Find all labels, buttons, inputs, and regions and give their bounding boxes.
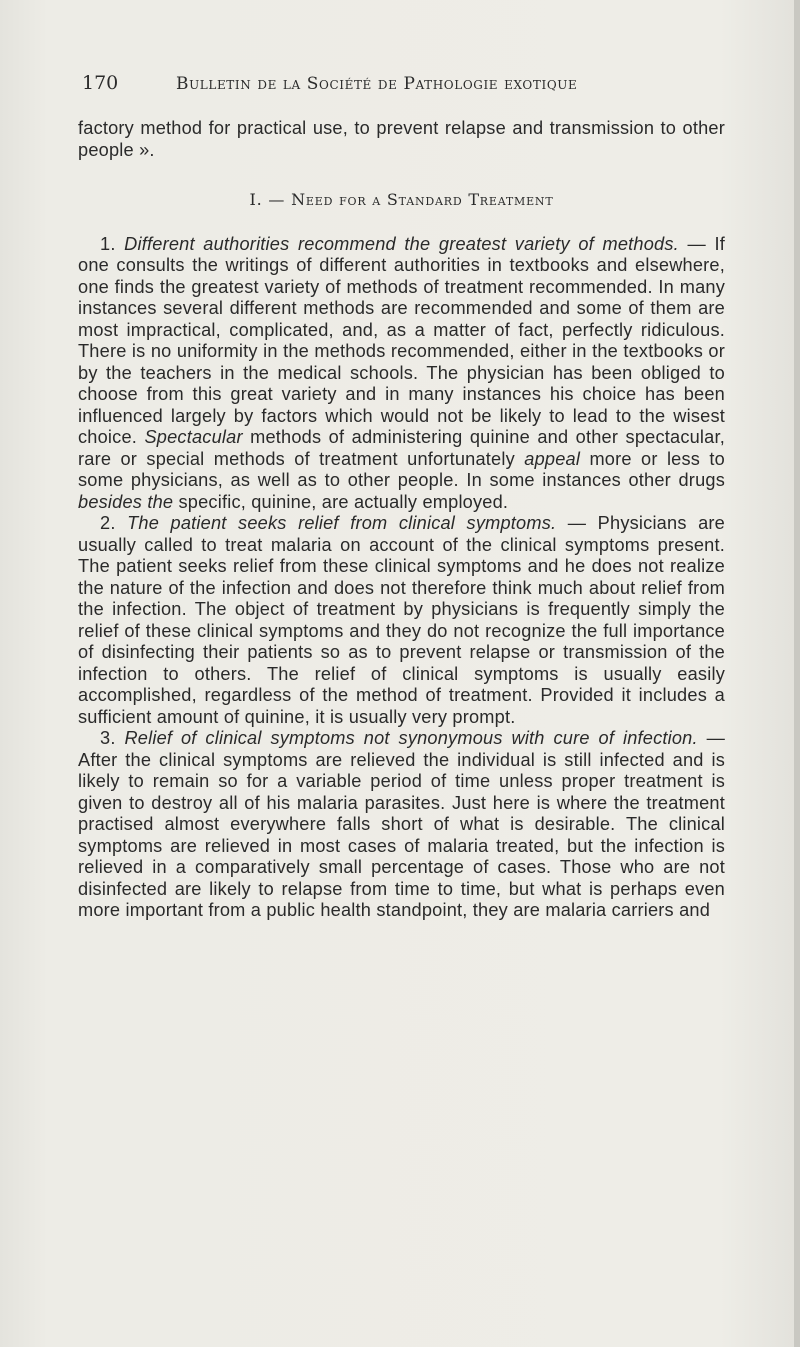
paragraph-1-title: Different authorities recommend the greatest variety of methods. <box>124 233 679 254</box>
paragraph-1-text-d: specific, quinine, are actually employed. <box>173 491 509 512</box>
paragraph-2-number: 2. <box>100 513 116 533</box>
section-heading-text: I. — Need for a Standard Treatment <box>249 190 554 209</box>
intro-paragraph: factory method for practical use, to prevent relapse and transmission to other people ». <box>78 118 725 160</box>
paragraph-3 <box>78 728 725 922</box>
paragraph-1-emphasis-appeal: appeal <box>524 448 581 469</box>
paragraph-2 <box>78 513 725 728</box>
paragraph-3-text: — After the clinical symptoms are relieved the individual is still infected and is likely to remain so for a variable period of time unless proper treatment is given to destroy all of his malaria parasites. Just here is where the treatment practised almost everywhere falls short of what is desirable. The clinical symptoms are relieved in most cases of malaria treated, but the infection is relieved in a comparatively small percentage of cases. Those who are not disinfected are likely to relapse from time to time, but what is perhaps even more important from a public health standpoint, they are malaria carriers and <box>78 728 725 920</box>
paragraph-3-number: 3. <box>100 728 116 748</box>
page-edge <box>794 0 800 1347</box>
paragraph-2-text: — Physicians are usually called to treat malaria on account of the clinical symptoms present. The patient seeks relief from these clinical symptoms and he does not realize the nature of the infection and does not therefore think much about relief from the infection. The object of treatment by physicians is frequently simply the relief of these clinical symptoms and they do not recognize the full importance of disinfecting their patients so as to prevent relapse or transmission of the infection to others. The relief of clinical symptoms is usually easily accomplished, regardless of the method of treatment. Provided it includes a sufficient amount of quinine, it is usually very prompt. <box>78 513 726 727</box>
paragraph-1-text-c: more or less to some physicians, as well as to other people. In some instances other drugs <box>78 448 725 490</box>
paragraph-1-text-a: — If one consults the writings of different authorities in textbooks and elsewhere, one finds the greatest variety of methods of treatment recommended. In many instances several different methods are recommended and some of them are most impractical, complicated, and, as a matter of fact, perfectly ridiculous. There is no uniformity in the methods recommended, either in the textbooks or by the teachers in the medical schools. The physician has been obliged to choose from this great variety and in many instances his choice has been influenced largely by factors which would not be likely to lead to the wisest choice. <box>78 233 725 447</box>
paragraph-1-emphasis-besides: besides the <box>78 491 174 512</box>
paragraph-1-text-b: methods of administering quinine and other spectacular, rare or special methods of treatment unfortunately <box>78 427 725 469</box>
paragraph-1-emphasis-spectacular: Spectacular <box>144 427 243 447</box>
page-header <box>82 72 642 106</box>
section-heading <box>78 189 725 211</box>
paragraph-1-number: 1. <box>100 233 116 254</box>
paragraph-1 <box>78 234 725 514</box>
paragraph-3-title: Relief of clinical symptoms not synonymous with cure of infection. <box>124 728 698 748</box>
paragraph-2-title: The patient seeks relief from clinical symptoms. <box>127 513 557 533</box>
article-body <box>78 118 725 922</box>
page-number: 170 <box>82 72 119 94</box>
running-title: Bulletin de la Société de Pathologie exotique <box>176 74 578 94</box>
